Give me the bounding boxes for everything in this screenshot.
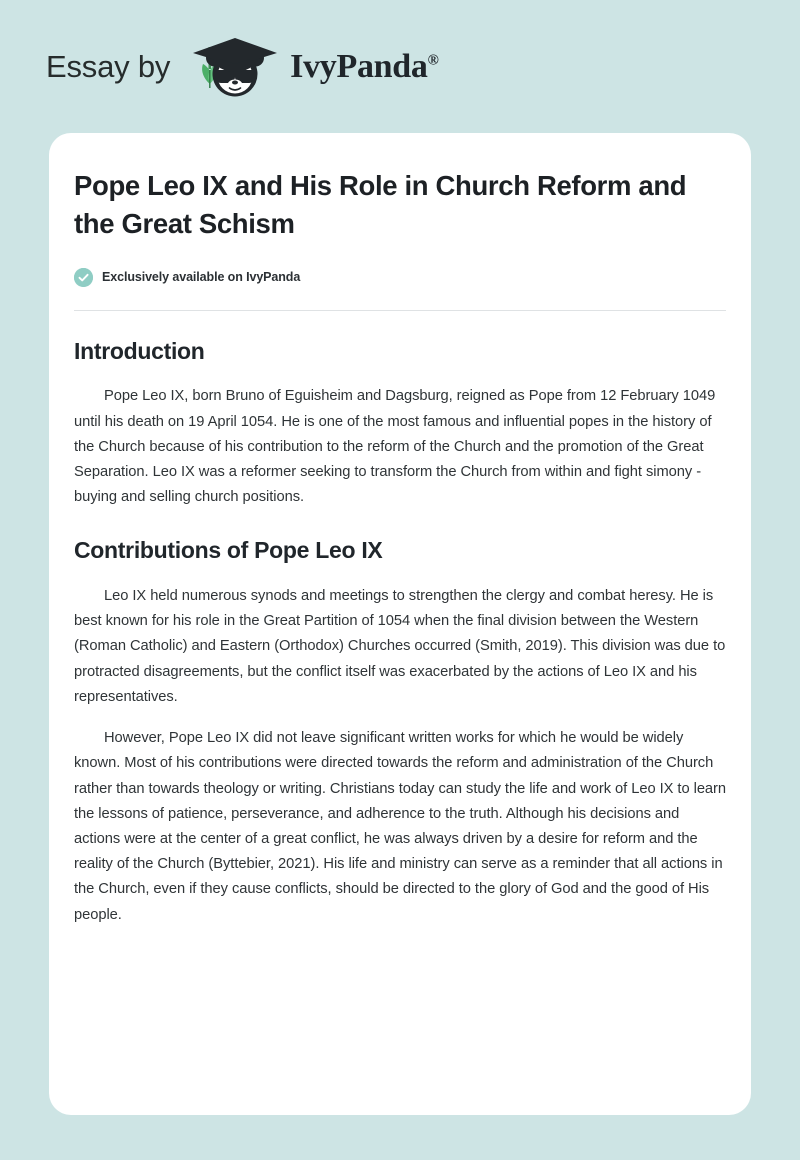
check-circle-icon (74, 268, 93, 287)
section-heading-introduction: Introduction (74, 337, 205, 364)
brand-wordmark (290, 47, 439, 85)
status-badge-label: Exclusively available on IvyPanda (102, 270, 301, 285)
status-badge (74, 268, 726, 287)
section-heading-contributions: Contributions of Pope Leo IX (74, 537, 383, 564)
paragraph: Leo IX held numerous synods and meetings to strengthen the clergy and combat heresy. He is best known for his role in the Great Partition of 1054 when the final division between the Western (Roman Catholic) and Eastern (Orthodox) Churches occurred (Smith, 2019). This division was due to protracted disagreements, but the conflict itself was exacerbated by the actions of Leo IX and his representatives. (74, 588, 726, 705)
paragraph: Pope Leo IX, born Bruno of Eguisheim and Dagsburg, reigned as Pope from 12 February 1049 until his death on 19 April 1054. He is one of the most famous and influential popes in the history of the Church because of his contribution to the reform of the Church and the promotion of the Great Separation. Leo IX was a reformer seeking to transform the Church from within and fight simony - buying and selling church positions. (74, 388, 716, 506)
page-header (0, 0, 800, 133)
panda-graduate-icon (188, 32, 284, 102)
document-card (49, 133, 751, 1115)
brand-lockup[interactable] (46, 32, 439, 102)
brand-name-text: IvyPanda (290, 47, 428, 85)
essay-by-label: Essay by (46, 49, 171, 84)
title-divider (74, 310, 726, 311)
paragraph: However, Pope Leo IX did not leave significant written works for which he would be widely known. Most of his contributions were directed towards the reform and administration of the Church rather than towards theology or writing. Christians today can study the life and work of Leo IX to learn the lessons of patience, perseverance, and adherence to the truth. Although his decisions and actions were at the center of a great conflict, he was always driven by a desire for reform and the reality of the Church (Byttebier, 2021). His life and ministry can serve as a reminder that all actions in the Church, even if they cause conflicts, should be directed to the glory of God and the good of His people. (74, 730, 727, 923)
page-title: Pope Leo IX and His Role in Church Reform and the Great Schism (74, 170, 687, 239)
registered-mark: ® (427, 52, 439, 69)
